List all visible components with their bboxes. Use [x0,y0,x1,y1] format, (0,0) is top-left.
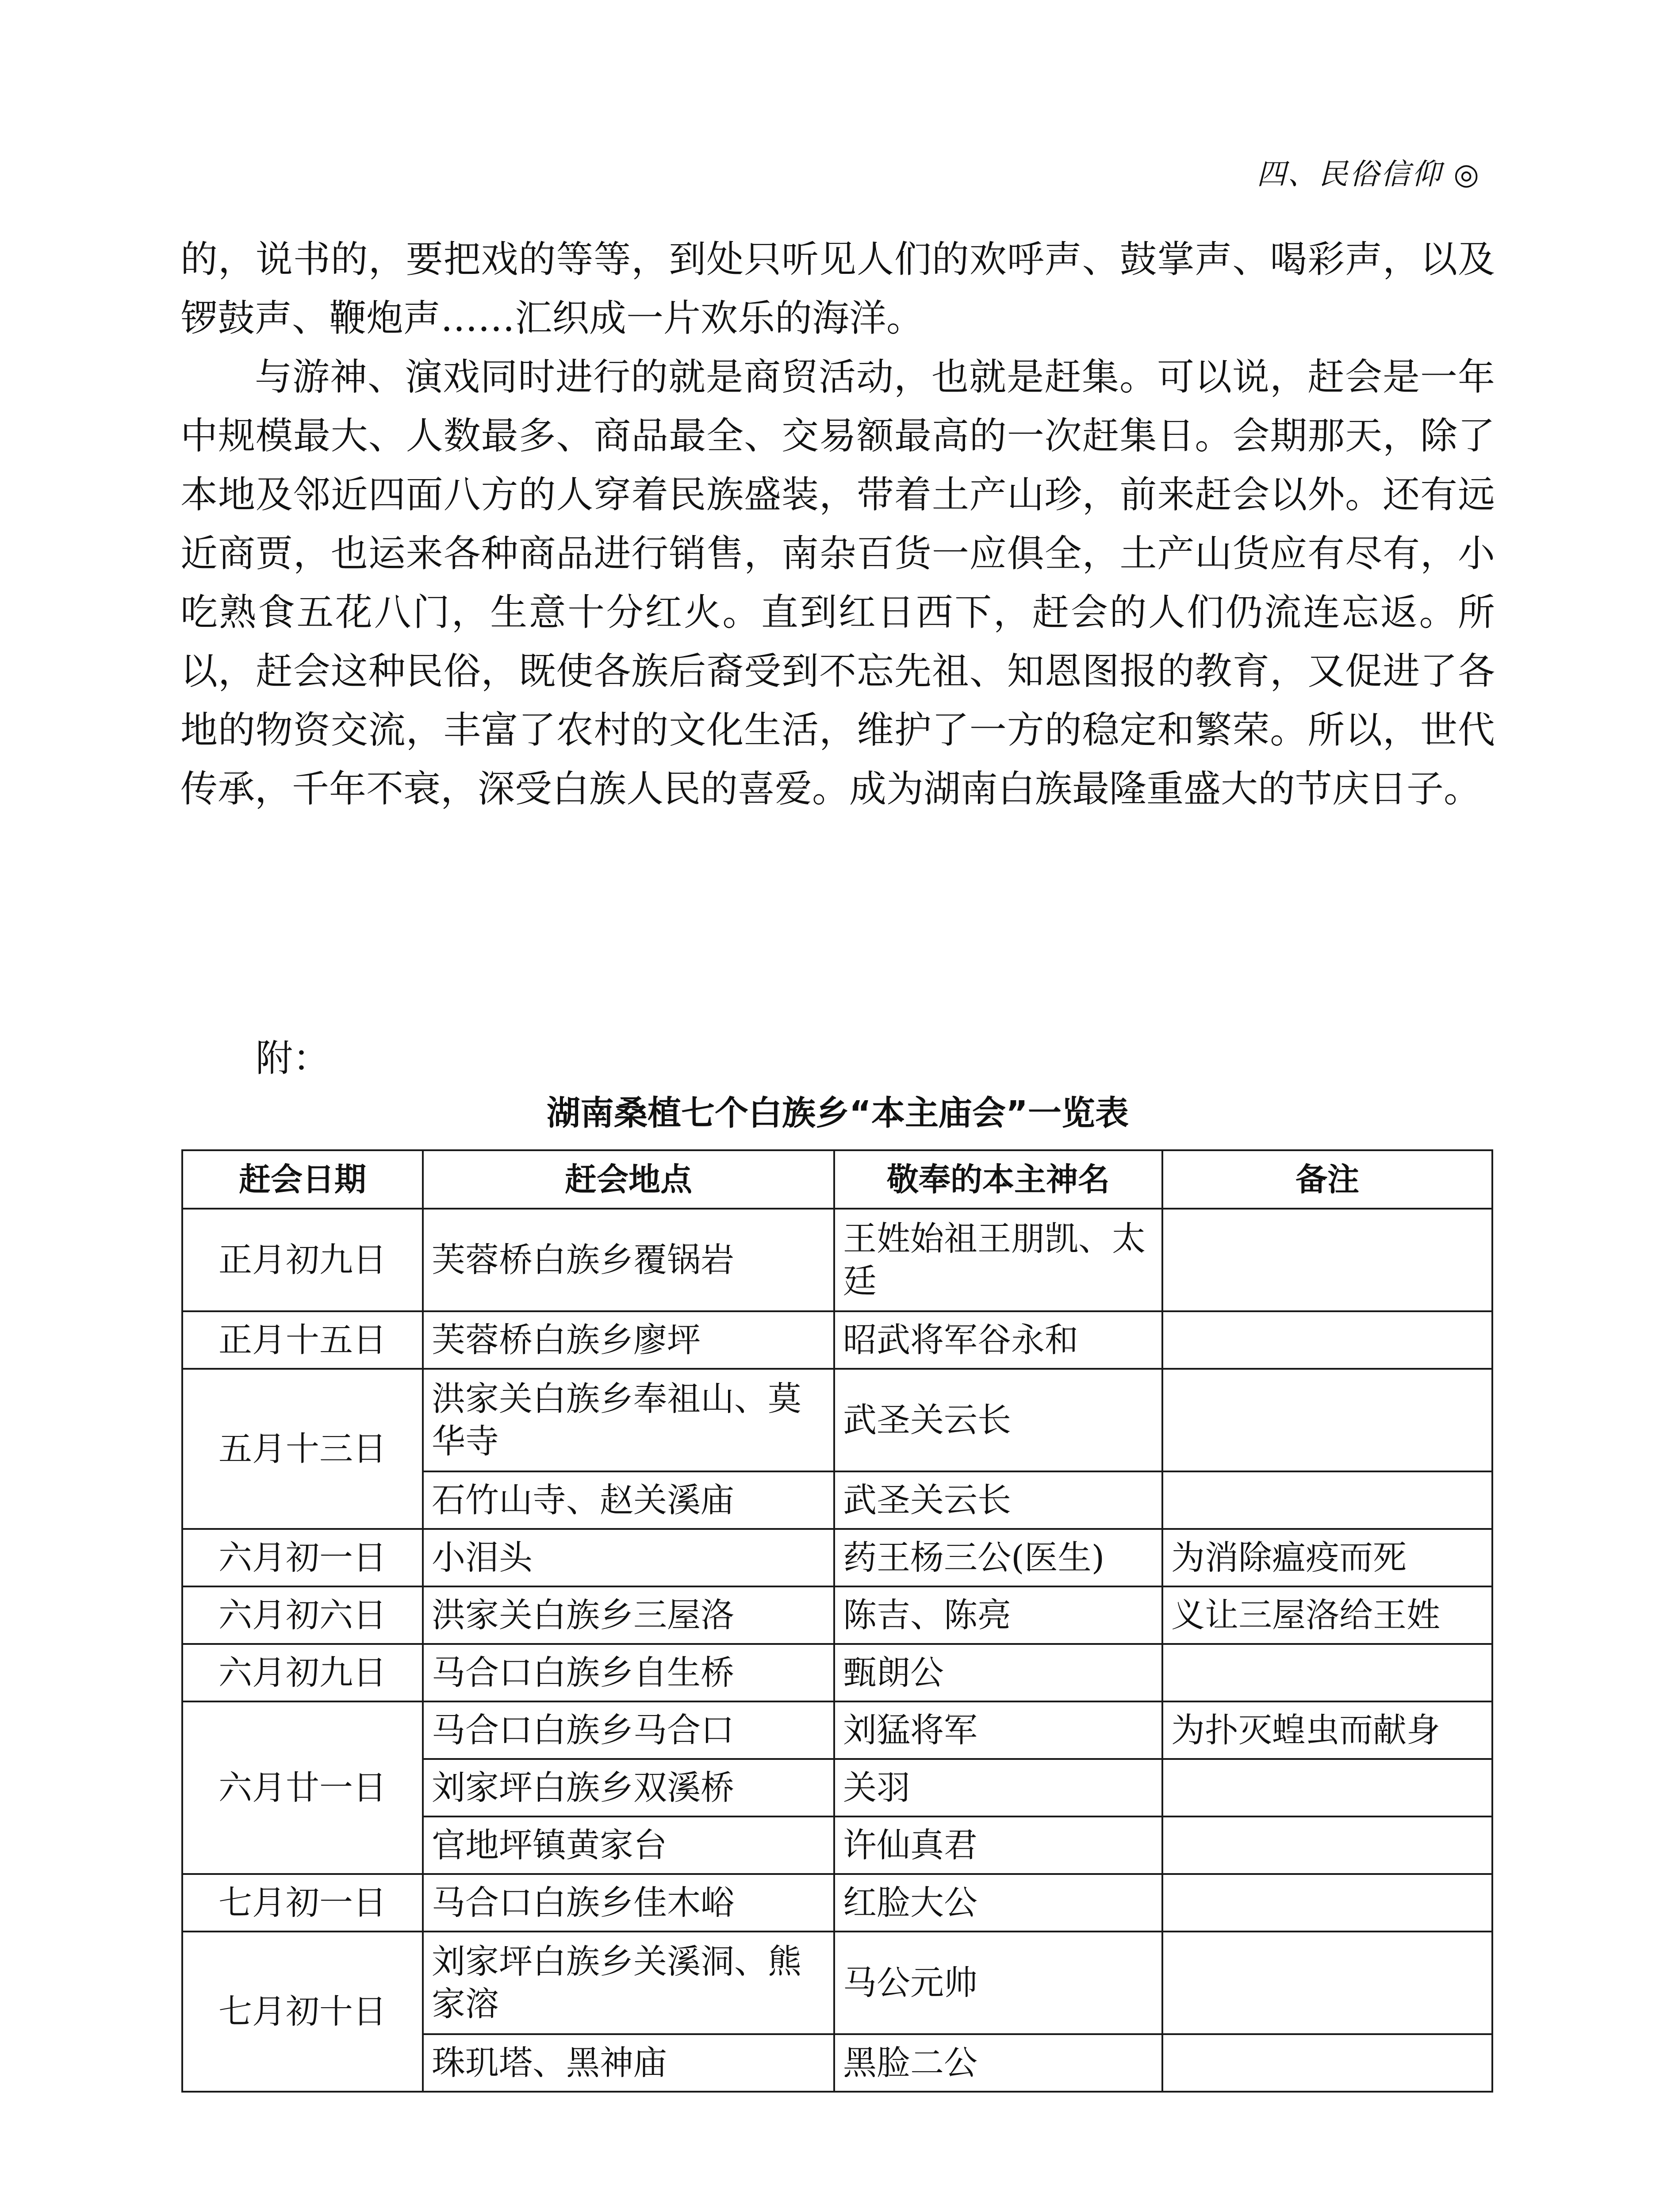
table-title: 湖南桑植七个白族乡“本主庙会”一览表 [547,1093,1129,1133]
column-header-place: 赶会地点 [423,1150,834,1209]
cell-deity: 甄朗公 [834,1644,1162,1701]
cell-place: 刘家坪白族乡关溪洞、熊家溶 [423,1932,834,2034]
cell-date: 六月初一日 [182,1529,423,1586]
temple-fair-table [181,1149,1493,2093]
cell-note [1162,1816,1492,1874]
cell-note: 义让三屋洛给王姓 [1162,1586,1492,1644]
cell-deity: 陈吉、陈亮 [834,1586,1162,1644]
cell-note [1162,1209,1492,1311]
cell-note [1162,2034,1492,2092]
cell-note [1162,1759,1492,1816]
cell-place: 小泪头 [423,1529,834,1586]
appendix-label: 附： [256,1037,330,1080]
cell-deity: 王姓始祖王朋凯、太廷 [834,1209,1162,1311]
table-row [182,1932,1492,2034]
cell-place: 珠玑塔、黑神庙 [423,2034,834,2092]
cell-deity: 武圣关云长 [834,1369,1162,1471]
cell-deity: 昭武将军谷永和 [834,1311,1162,1369]
table-row [182,1369,1492,1471]
cell-date: 七月初十日 [182,1932,423,2092]
body-text [180,230,1495,818]
paragraph-trade: 与游神、演戏同时进行的就是商贸活动，也就是赶集。可以说，赶会是一年中规模最大、人数最多、商品最全、交易额最高的一次赶集日。会期那天，除了本地及邻近四面八方的人穿着民族盛装，带着土产山珍，前来赶会以外。还有远近商贾，也运来各种商品进行销售，南杂百货一应俱全，土产山货应有尽有，小吃熟食五花八门，生意十分红火。直到红日西下，赶会的人们仍流连忘返。所以，赶会这种民俗，既使各族后裔受到不忘先祖、知恩图报的教育，又促进了各地的物资交流，丰富了农村的文化生活，维护了一方的稳定和繁荣。所以，世代传承，千年不衰，深受白族人民的喜爱。成为湖南白族最隆重盛大的节庆日子。 [180,355,1495,810]
cell-place: 石竹山寺、赵关溪庙 [423,1471,834,1529]
cell-note [1162,1874,1492,1932]
table-row [182,1701,1492,1759]
table-row [182,1311,1492,1369]
cell-deity: 刘猛将军 [834,1701,1162,1759]
cell-place: 洪家关白族乡三屋洛 [423,1586,834,1644]
cell-place: 芙蓉桥白族乡覆锅岩 [423,1209,834,1311]
cell-note [1162,1644,1492,1701]
cell-note [1162,1471,1492,1529]
cell-deity: 黑脸二公 [834,2034,1162,2092]
table-row [182,1586,1492,1644]
cell-date: 正月初九日 [182,1209,423,1311]
table-row [182,1644,1492,1701]
cell-deity: 武圣关云长 [834,1471,1162,1529]
table-header-row [182,1150,1492,1209]
running-header: 四、民俗信仰 ◎ [1257,157,1481,191]
cell-place: 洪家关白族乡奉祖山、莫华寺 [423,1369,834,1471]
cell-note [1162,1311,1492,1369]
table-row [182,1874,1492,1932]
cell-date: 六月初九日 [182,1644,423,1701]
cell-note [1162,1369,1492,1471]
cell-date: 六月廿一日 [182,1701,423,1874]
cell-place: 芙蓉桥白族乡廖坪 [423,1311,834,1369]
cell-deity: 药王杨三公(医生) [834,1529,1162,1586]
column-header-date: 赶会日期 [182,1150,423,1209]
cell-deity: 马公元帅 [834,1932,1162,2034]
cell-note [1162,1932,1492,2034]
cell-place: 马合口白族乡佳木峪 [423,1874,834,1932]
cell-place: 马合口白族乡自生桥 [423,1644,834,1701]
cell-note: 为扑灭蝗虫而献身 [1162,1701,1492,1759]
cell-deity: 许仙真君 [834,1816,1162,1874]
cell-deity: 关羽 [834,1759,1162,1816]
cell-place: 刘家坪白族乡双溪桥 [423,1759,834,1816]
cell-deity: 红脸大公 [834,1874,1162,1932]
cell-date: 正月十五日 [182,1311,423,1369]
cell-place: 马合口白族乡马合口 [423,1701,834,1759]
table-row [182,1209,1492,1311]
cell-date: 六月初六日 [182,1586,423,1644]
paragraph-continued: 的，说书的，要把戏的等等，到处只听见人们的欢呼声、鼓掌声、喝彩声，以及锣鼓声、鞭炮声……汇织成一片欢乐的海洋。 [180,238,1495,340]
table-row [182,1529,1492,1586]
column-header-deity: 敬奉的本主神名 [834,1150,1162,1209]
column-header-note: 备注 [1162,1150,1492,1209]
cell-date: 五月十三日 [182,1369,423,1529]
cell-place: 官地坪镇黄家台 [423,1816,834,1874]
cell-note: 为消除瘟疫而死 [1162,1529,1492,1586]
cell-date: 七月初一日 [182,1874,423,1932]
